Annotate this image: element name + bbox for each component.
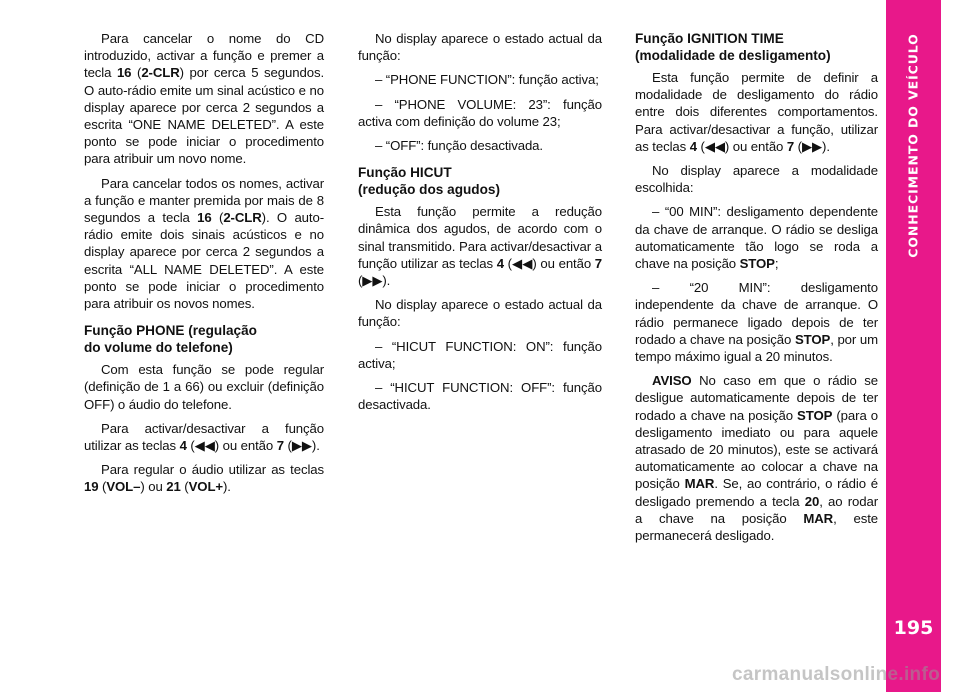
list-item: – “PHONE FUNCTION”: função activa;: [375, 72, 599, 88]
warning-paragraph: AVISO No caso em que o rádio se desligue automaticamente depois de ter rodado a chave na posição STOP (para o desligamento imediato ou para aquele atrasado de 20 minutos), este se activará automaticamente ao colocar a chave na posição MAR. Se, ao contrário, o rádio é desligado premendo a tecla 20, ao rodar a chave na posição MAR, este permanecerá desligado.: [635, 373, 879, 544]
paragraph: Para activar/desactivar a função utilizar as teclas 4 (◀◀) ou então 7 (▶▶).: [84, 420, 324, 454]
paragraph: No display aparece o estado actual da função:: [358, 297, 602, 330]
fast-forward-icon: ▶▶: [801, 138, 823, 154]
paragraph: Esta função permite a redução dinâmica dos agudos, de acordo com o sinal transmitido. Para activar/desactivar a função utilizar as teclas 4 (◀◀) ou então 7 (▶▶).: [358, 204, 603, 289]
paragraph: No display aparece a modalidade escolhida:: [635, 163, 878, 196]
paragraph: Com esta função se pode regular (definição de 1 a 66) ou excluir (definição OFF) o áudio do telefone.: [84, 362, 324, 412]
list-item: – “20 MIN”: desligamento independente da chave de arranque. O rádio permanece ligado depois de ter rodado a chave na posição STOP, por um tempo máximo igual a 20 minutos.: [635, 280, 878, 365]
paragraph: Para cancelar todos os nomes, activar a função e manter premida por mais de 8 segundos a tecla 16 (2-CLR). O auto-rádio emite dois sinais acústicos e no display aparece por cerca 2 segundos a escrita “ALL NAME DELETED”. A este ponto se pode iniciar o procedimento para atribuir os novos nomes.: [84, 175, 325, 312]
list-item: – “00 MIN”: desligamento dependente da chave de arranque. O rádio se desliga automaticamente tão logo se roda a chave na posição STOP;: [635, 204, 878, 272]
section-heading-phone: Função PHONE (regulação do volume do telefone): [84, 323, 257, 356]
page-number: 195: [893, 617, 934, 639]
warning-label: AVISO: [652, 373, 692, 389]
rewind-icon: ◀◀: [511, 255, 533, 271]
column-3: [635, 30, 878, 551]
list-item: – “PHONE VOLUME: 23”: função activa com definição do volume 23;: [358, 96, 602, 129]
column-2: [358, 30, 602, 420]
section-sidebar: [886, 0, 941, 692]
list-item: – “OFF”: função desactivada.: [375, 138, 543, 154]
section-heading-ignition: Função IGNITION TIME (modalidade de desligamento): [635, 31, 831, 63]
list-item: – “HICUT FUNCTION: ON”: função activa;: [358, 338, 602, 371]
paragraph: Para regular o áudio utilizar as teclas 19 (VOL–) ou 21 (VOL+).: [84, 462, 324, 495]
fast-forward-icon: ▶▶: [291, 438, 312, 454]
paragraph: Esta função permite de definir a modalidade de desligamento do rádio entre dois diferentes comportamentos. Para activar/desactivar a função, utilizar as teclas 4 (◀◀) ou então 7 (▶▶).: [635, 70, 878, 154]
rewind-icon: ◀◀: [704, 138, 725, 154]
section-heading-hicut: Função HICUT (redução dos agudos): [358, 165, 500, 198]
section-title: CONHECIMENTO DO VEÍCULO: [906, 32, 922, 258]
column-1: [84, 30, 324, 503]
paragraph: No display aparece o estado actual da função:: [358, 31, 602, 64]
list-item: – “HICUT FUNCTION: OFF”: função desactivada.: [358, 380, 602, 413]
rewind-icon: ◀◀: [194, 438, 215, 454]
watermark: carmanualsonline.info: [732, 664, 940, 685]
paragraph: Para cancelar o nome do CD introduzido, activar a função e premer a tecla 16 (2-CLR) por cerca 5 segundos. O auto-rádio emite um sinal acústico e no display aparece por cerca 2 segundos a escrita “ONE NAME DELETED”. A este ponto se pode iniciar o procedimento para atribuir um novo nome.: [84, 31, 325, 167]
fast-forward-icon: ▶▶: [362, 273, 383, 289]
